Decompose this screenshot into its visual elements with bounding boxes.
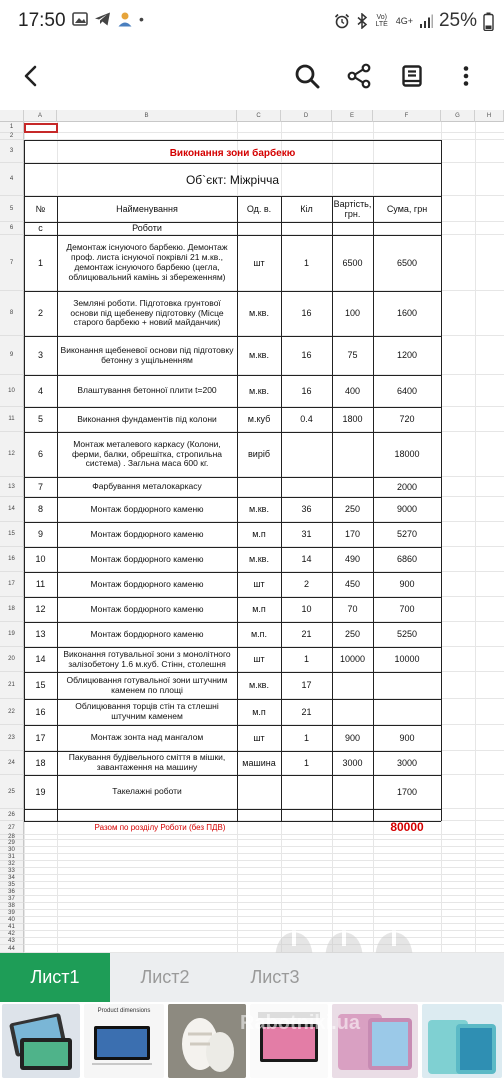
table-cell-unit[interactable]: м.кв. [249, 385, 269, 396]
table-cell-qty[interactable]: 14 [301, 554, 312, 565]
row-header[interactable]: 17 [0, 572, 24, 597]
table-cell-sum[interactable]: 1600 [396, 308, 418, 319]
table-cell-price[interactable]: 75 [347, 350, 358, 361]
table-cell-unit[interactable]: шт [253, 732, 265, 743]
gridline-h [24, 874, 504, 875]
ad-thumb-dimensions[interactable] [84, 1004, 164, 1078]
total-value: 80000 [390, 821, 424, 835]
status-time: 17:50 [18, 10, 66, 31]
table-cell-price[interactable]: 250 [344, 504, 361, 515]
row-header[interactable]: 19 [0, 622, 24, 647]
table-cell-qty[interactable]: 31 [301, 529, 312, 540]
ad-caption: Product dimensions [97, 1008, 151, 1014]
row-header[interactable]: 26 [0, 809, 24, 821]
dot-icon: • [139, 11, 144, 27]
table-cell-name[interactable]: Монтаж бордюрного каменю [90, 553, 204, 564]
table-cell-unit[interactable]: м.кв. [249, 308, 269, 319]
gridline-h [24, 930, 504, 931]
table-cell-price[interactable]: 3000 [342, 757, 363, 768]
table-cell-n[interactable]: 10 [35, 554, 46, 565]
row-header[interactable]: 18 [0, 597, 24, 622]
table-cell-sum[interactable]: 1700 [396, 786, 418, 797]
table-cell-unit[interactable]: м.п. [250, 629, 268, 640]
table-cell-price[interactable]: 6500 [342, 257, 363, 268]
table-cell-name[interactable]: Монтаж бордюрного каменю [90, 628, 204, 639]
row-header[interactable]: 27 [0, 821, 24, 835]
row-header[interactable]: 31 [0, 854, 24, 861]
table-cell-n[interactable]: 13 [35, 629, 46, 640]
bluetooth-icon [356, 13, 368, 29]
table-cell-price[interactable] [332, 477, 373, 497]
row-header[interactable]: 42 [0, 931, 24, 938]
blue-tablet-image [422, 1004, 502, 1078]
row-header[interactable]: 38 [0, 903, 24, 910]
gridline-h [24, 860, 504, 861]
row-header[interactable]: 10 [0, 375, 24, 407]
table-cell-unit[interactable]: м.кв. [249, 504, 269, 515]
row-header[interactable]: 1 [0, 122, 24, 133]
row-header[interactable]: 14 [0, 497, 24, 522]
gridline-v [475, 122, 476, 953]
reading-mode-button[interactable] [394, 58, 430, 94]
table-cell-name[interactable]: Земляні роботи. Підготовка грунтової основи під щебеневу підготовку (Місце старого барбекю + новий майданчик) [70, 297, 224, 328]
table-cell-unit[interactable]: машина [242, 757, 276, 768]
table-cell-price[interactable]: 250 [344, 629, 361, 640]
search-button[interactable] [289, 58, 325, 94]
table-cell-price[interactable]: 170 [344, 529, 361, 540]
tab-list2[interactable]: Лист2 [140, 967, 190, 987]
spreadsheet-view[interactable] [0, 110, 504, 953]
table-cell-n[interactable]: 3 [37, 350, 43, 361]
image-icon [72, 11, 88, 27]
table-cell-price[interactable] [332, 432, 373, 477]
row-header[interactable]: 39 [0, 910, 24, 917]
table-border [24, 809, 441, 810]
tablet-dimensions-image [84, 1014, 164, 1074]
table-cell-name[interactable]: Пакування будівельного сміття в мішки, завантаження на машину [68, 752, 226, 772]
row-header[interactable]: 25 [0, 775, 24, 809]
table-cell-n[interactable]: 9 [37, 529, 43, 540]
row-header[interactable]: 30 [0, 847, 24, 854]
column-header[interactable]: H [475, 110, 504, 122]
table-cell-n[interactable]: 7 [37, 481, 43, 492]
header-price: Вартість, грн. [333, 198, 372, 219]
table-cell-n[interactable]: 15 [35, 680, 46, 691]
table-cell-name[interactable]: Монтаж бордюрного каменю [90, 603, 204, 614]
more-options-button[interactable] [448, 58, 484, 94]
table-cell-unit[interactable]: м.п [252, 706, 266, 717]
column-header[interactable]: G [441, 110, 475, 122]
row-header[interactable]: 28 [0, 835, 24, 840]
table-cell-sum[interactable]: 3000 [396, 757, 418, 768]
row-header[interactable]: 6 [0, 222, 24, 235]
table-cell-n[interactable]: 1 [37, 257, 43, 268]
row-header[interactable]: 43 [0, 938, 24, 945]
table-cell-price[interactable]: 450 [344, 579, 361, 590]
select-all-corner[interactable] [0, 110, 24, 122]
row-header[interactable]: 20 [0, 647, 24, 672]
table-cell-n[interactable]: 12 [35, 604, 46, 615]
table-cell-qty[interactable]: 16 [301, 308, 312, 319]
table-cell-n[interactable]: 14 [35, 654, 46, 665]
header-name: Найменування [116, 203, 178, 214]
system-icons [334, 10, 494, 32]
back-arrow-icon [20, 64, 44, 88]
row-header[interactable]: 32 [0, 861, 24, 868]
table-cell-sum[interactable]: 5250 [396, 629, 418, 640]
table-cell-sum[interactable]: 18000 [394, 449, 420, 460]
table-cell-name[interactable]: Облицювання торців стін та стлешні штучним каменем [75, 701, 219, 721]
table-cell-n[interactable]: 4 [37, 385, 43, 396]
table-cell-price[interactable]: 490 [344, 554, 361, 565]
section-name: Роботи [132, 223, 162, 234]
table-cell-qty[interactable]: 17 [301, 680, 312, 691]
table-cell-unit[interactable] [237, 477, 281, 497]
share-icon [346, 63, 372, 89]
table-cell-unit[interactable]: м.п [252, 529, 266, 540]
table-cell-qty[interactable]: 1 [303, 654, 309, 665]
table-cell-sum[interactable]: 900 [399, 579, 415, 590]
row-header[interactable]: 21 [0, 672, 24, 699]
ad-banner[interactable] [0, 1002, 504, 1080]
table-cell-qty[interactable] [281, 432, 332, 477]
header-num: № [35, 203, 46, 214]
table-cell-unit[interactable]: шт [253, 257, 265, 268]
gridline-h [24, 846, 504, 847]
table-cell-n[interactable]: 6 [37, 449, 43, 460]
table-cell-sum[interactable]: 2000 [396, 481, 418, 492]
table-cell-name[interactable]: Монтаж бордюрного каменю [90, 578, 204, 589]
tab-list1[interactable]: Лист1 [0, 953, 110, 1002]
back-button[interactable] [14, 58, 50, 94]
battery-level: 25% [438, 10, 477, 31]
alarm-icon [334, 13, 350, 29]
more-vert-icon [454, 64, 478, 88]
row-header[interactable]: 22 [0, 699, 24, 725]
ad-watermark: Rabotniki.ua [240, 1012, 361, 1034]
table-cell-qty[interactable]: 21 [301, 629, 312, 640]
network-label: 4G+ [395, 16, 413, 26]
telegram-icon [94, 11, 111, 27]
table-cell-unit[interactable]: м.кв. [249, 680, 269, 691]
table-cell-price[interactable]: 400 [344, 385, 361, 396]
gridline-h [24, 902, 504, 903]
table-cell-price[interactable] [332, 775, 373, 809]
table-cell-sum[interactable] [373, 672, 441, 699]
row-header[interactable]: 13 [0, 477, 24, 497]
book-icon [400, 64, 424, 88]
watermark-helmets [270, 922, 420, 953]
table-cell-price[interactable]: 900 [344, 732, 361, 743]
table-cell-sum[interactable] [373, 699, 441, 725]
column-header[interactable]: A [24, 110, 57, 122]
table-cell-unit[interactable] [237, 775, 281, 809]
gridline-h [24, 888, 504, 889]
selected-cell [24, 123, 58, 133]
status-bar [0, 0, 504, 44]
gridline-h [24, 916, 504, 917]
row-header[interactable]: 8 [0, 291, 24, 336]
table-cell-n[interactable]: 5 [37, 414, 43, 425]
share-button[interactable] [341, 58, 377, 94]
table-cell-sum[interactable]: 1200 [396, 350, 418, 361]
table-cell-qty[interactable]: 10 [301, 604, 312, 615]
table-cell-sum[interactable]: 5270 [396, 529, 418, 540]
table-cell-qty[interactable]: 36 [301, 504, 312, 515]
gridline-h [24, 839, 504, 840]
row-header[interactable]: 2 [0, 133, 24, 140]
battery-icon [483, 12, 494, 31]
table-cell-sum[interactable]: 9000 [396, 504, 418, 515]
table-cell-name[interactable]: Виконання готувальної зони з монолітного залізобетону 1.6 м.куб. Стінн, столешня [63, 648, 231, 669]
row-header[interactable]: 24 [0, 751, 24, 775]
table-cell-qty[interactable]: 21 [301, 706, 312, 717]
table-cell-name[interactable]: Фарбування металокаркасу [92, 481, 202, 492]
gridline-h [24, 132, 504, 133]
header-sum: Сума, грн [386, 203, 428, 214]
sheet-tabs [0, 953, 504, 1002]
table-border [24, 140, 441, 141]
table-cell-name[interactable]: Влаштування бетонної плити t=200 [77, 385, 217, 396]
tab-list3[interactable]: Лист3 [250, 967, 300, 987]
table-cell-qty[interactable]: 1 [303, 257, 309, 268]
volte-label: Vo) LTE [375, 14, 388, 28]
table-cell-unit[interactable]: виріб [248, 449, 270, 460]
table-cell-qty[interactable]: 1 [303, 757, 309, 768]
table-cell-name[interactable]: Виконання щебеневої основи під підготовку бетонну з ущільненням [60, 344, 234, 365]
table-cell-qty[interactable] [281, 477, 332, 497]
table-cell-name[interactable]: Монтаж металевого каркасу (Колони, ферми, балки, обрешітка, стропильна система) . Загльна маса 600 кг. [71, 438, 223, 469]
table-cell-unit[interactable]: м.п [252, 604, 266, 615]
table-cell-qty[interactable] [281, 775, 332, 809]
row-header[interactable]: 3 [0, 140, 24, 163]
table-cell-n[interactable]: 18 [35, 757, 46, 768]
viewer-toolbar [0, 44, 504, 108]
table-cell-qty[interactable]: 1 [303, 732, 309, 743]
table-cell-qty[interactable]: 16 [301, 350, 312, 361]
table-cell-n[interactable]: 2 [37, 308, 43, 319]
table-cell-sum[interactable]: 6400 [396, 385, 418, 396]
table-cell-n[interactable]: 19 [35, 786, 46, 797]
table-cell-name[interactable]: Монтаж бордюрного каменю [90, 503, 204, 514]
column-header[interactable]: D [281, 110, 332, 122]
row-header[interactable]: 23 [0, 725, 24, 751]
row-header[interactable]: 37 [0, 896, 24, 903]
gridline-h [24, 895, 504, 896]
table-cell-price[interactable] [332, 699, 373, 725]
row-header[interactable]: 29 [0, 840, 24, 847]
row-header[interactable]: 7 [0, 235, 24, 291]
table-cell-unit[interactable]: м.кв. [249, 554, 269, 565]
object-label: Об`єкт: Міжрічча [185, 173, 280, 188]
table-border [24, 163, 441, 164]
table-cell-unit[interactable]: м.кв. [249, 350, 269, 361]
table-cell-price[interactable]: 1800 [342, 414, 363, 425]
gridline-h [24, 923, 504, 924]
row-header[interactable]: 35 [0, 882, 24, 889]
search-icon [294, 63, 320, 89]
table-cell-qty[interactable]: 0.4 [300, 414, 313, 425]
table-cell-price[interactable]: 10000 [339, 654, 366, 665]
row-header[interactable]: 16 [0, 547, 24, 572]
table-cell-name[interactable]: Монтаж зонта над мангалом [90, 732, 204, 743]
table-cell-sum[interactable]: 900 [399, 732, 415, 743]
table-cell-price[interactable] [332, 672, 373, 699]
table-cell-unit[interactable]: м.куб [247, 414, 271, 425]
total-label: Разом по розділу Роботи (без ПДВ) [94, 823, 226, 833]
table-cell-name[interactable]: Такелажні роботи [112, 786, 182, 797]
gridline-h [24, 867, 504, 868]
row-header[interactable]: 4 [0, 163, 24, 196]
section-code: с [38, 223, 43, 234]
sheet-title: Виконання зони барбекю [169, 147, 296, 159]
table-cell-qty[interactable]: 2 [303, 579, 309, 590]
signal-icon [419, 14, 433, 28]
column-header[interactable]: E [332, 110, 373, 122]
tablet-image [2, 1004, 80, 1078]
gridline-h [24, 853, 504, 854]
row-header[interactable]: 34 [0, 875, 24, 882]
row-header[interactable]: 12 [0, 432, 24, 477]
table-cell-sum[interactable]: 6860 [396, 554, 418, 565]
table-cell-n[interactable]: 16 [35, 706, 46, 717]
ad-thumb-tablet[interactable] [2, 1004, 80, 1078]
gridline-h [24, 937, 504, 938]
gridline-h [24, 881, 504, 882]
table-cell-sum[interactable]: 6500 [396, 257, 418, 268]
table-cell-name[interactable]: Облицювання готувальної зони штучним каменем по площі [66, 674, 228, 695]
row-header[interactable]: 40 [0, 917, 24, 924]
ad-thumb-sandals[interactable] [168, 1004, 246, 1078]
table-cell-price[interactable]: 70 [347, 604, 358, 615]
row-header[interactable]: 11 [0, 407, 24, 432]
row-header[interactable]: 33 [0, 868, 24, 875]
table-cell-name[interactable]: Виконання фундаментів під колони [77, 413, 217, 424]
table-border [441, 140, 442, 821]
table-cell-price[interactable]: 100 [344, 308, 361, 319]
row-header[interactable]: 44 [0, 945, 24, 953]
column-header[interactable]: C [237, 110, 281, 122]
table-cell-name[interactable]: Демонтаж існуючого барбекю. Демонтаж проф. листа існуючої покрівлі 21 м.кв., демонтаж існуючого барбекю (цегла, облицювальний камінь зі збереженням) [66, 242, 228, 282]
table-cell-sum[interactable]: 700 [399, 604, 415, 615]
sandals-image [168, 1004, 246, 1078]
table-cell-sum[interactable]: 720 [399, 414, 415, 425]
column-header[interactable]: B [57, 110, 237, 122]
table-cell-unit[interactable]: шт [253, 579, 265, 590]
table-cell-name[interactable]: Монтаж бордюрного каменю [90, 528, 204, 539]
person-icon [117, 11, 133, 27]
row-header[interactable]: 41 [0, 924, 24, 931]
gridline-h [24, 944, 504, 945]
column-header[interactable]: F [373, 110, 441, 122]
column-headers [0, 110, 504, 122]
header-unit: Од. в. [246, 203, 272, 214]
table-cell-unit[interactable]: шт [253, 654, 265, 665]
table-cell-qty[interactable]: 16 [301, 385, 312, 396]
notification-icons [72, 11, 144, 27]
table-cell-n[interactable]: 8 [37, 504, 43, 515]
row-header[interactable]: 15 [0, 522, 24, 547]
row-header[interactable]: 9 [0, 336, 24, 375]
header-qty: Кіл [300, 203, 313, 214]
table-cell-n[interactable]: 11 [35, 579, 46, 590]
ad-thumb-blue-tablet[interactable] [422, 1004, 502, 1078]
gridline-h [24, 909, 504, 910]
row-header[interactable]: 5 [0, 196, 24, 222]
table-cell-sum[interactable]: 10000 [394, 654, 420, 665]
table-cell-n[interactable]: 17 [35, 732, 46, 743]
row-header[interactable]: 36 [0, 889, 24, 896]
